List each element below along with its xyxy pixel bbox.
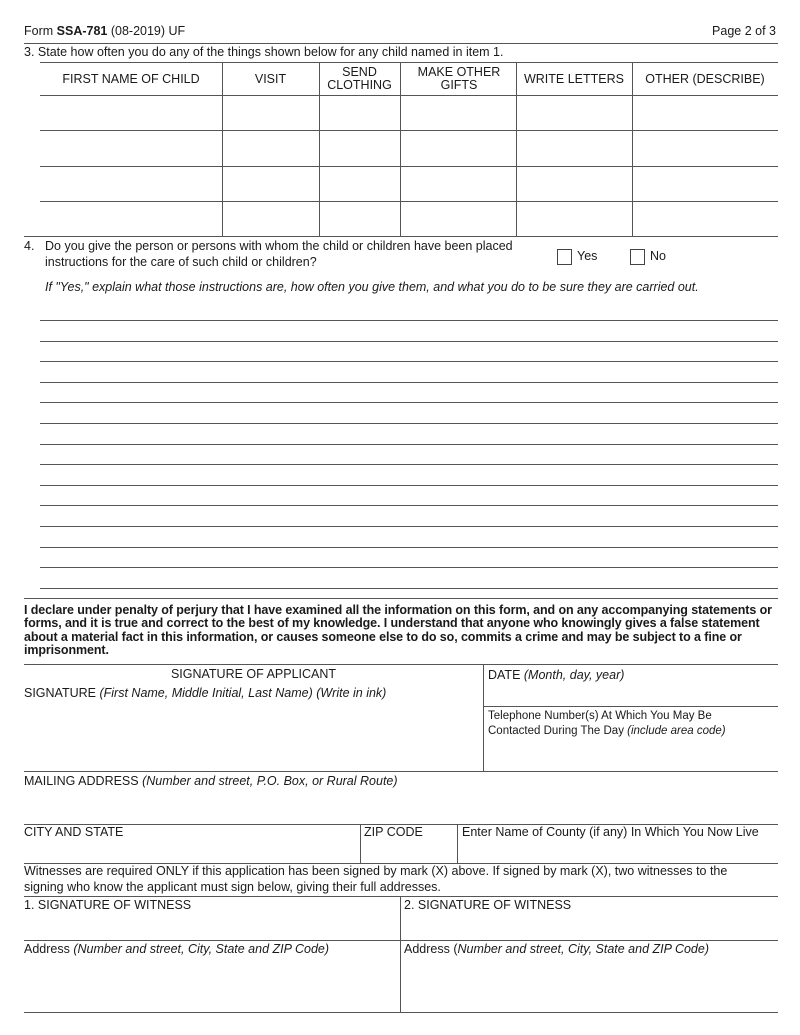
col-header-make-other-gifts: MAKE OTHER GIFTS <box>417 65 501 92</box>
table-row <box>40 166 778 167</box>
no-checkbox[interactable] <box>630 249 645 265</box>
zip-code-label: ZIP CODE <box>364 825 423 839</box>
explanation-line[interactable] <box>40 444 778 445</box>
phone-hint: (include area code) <box>627 725 726 737</box>
witness1-address-label: Address <box>24 942 74 956</box>
explanation-line[interactable] <box>40 464 778 465</box>
zip-code-field[interactable] <box>361 825 457 863</box>
explanation-line[interactable] <box>40 382 778 383</box>
date-field[interactable] <box>484 665 778 706</box>
witness1-address-field[interactable] <box>24 941 400 1012</box>
signature-hint: (First Name, Middle Initial, Last Name) (Write in ink) <box>99 686 387 700</box>
col-divider <box>632 63 633 236</box>
witness2-signature-label: 2. SIGNATURE OF WITNESS <box>404 898 572 912</box>
witness-note-line1: Witnesses are required ONLY if this application has been signed by mark (X) above. If signed by mark (X), two witnesses to the <box>24 864 728 878</box>
date-label: DATE <box>488 668 524 682</box>
perjury-declaration: I declare under penalty of perjury that I have examined all the information on this form, and on any accompanying statements or forms, and it is true and correct to the best of my knowledge. I understand that anyone who knowingly gives a false statement about a material fact in this information, or causes someone else to do so, commits a crime and may be subject to a fine or imprisonment. <box>24 603 772 657</box>
form-revision: (08-2019) UF <box>107 24 186 38</box>
col-header-send-clothing: SEND CLOTHING <box>327 65 392 92</box>
explanation-line[interactable] <box>40 567 778 568</box>
item4-question-line1: Do you give the person or persons with whom the child or children have been placed <box>45 239 513 253</box>
applicant-signature-field[interactable] <box>24 684 483 770</box>
witness1-signature-label: 1. SIGNATURE OF WITNESS <box>24 898 192 912</box>
no-label: No <box>650 249 666 263</box>
yes-label: Yes <box>577 249 598 263</box>
table-row <box>40 95 778 96</box>
col-divider <box>516 63 517 236</box>
table-row <box>40 130 778 131</box>
city-state-label: CITY AND STATE <box>24 825 124 839</box>
explanation-line[interactable] <box>40 505 778 506</box>
witness-note-line2: signing who know the applicant must sign below, giving their full addresses. <box>24 880 441 894</box>
page-number: Page 2 of 3 <box>712 24 776 38</box>
bottom-rule <box>24 1012 778 1013</box>
section-rule <box>24 598 778 599</box>
col-header-write-letters: WRITE LETTERS <box>523 71 624 86</box>
signature-label: SIGNATURE <box>24 686 100 700</box>
witness2-address-field[interactable] <box>401 941 778 1012</box>
explanation-line[interactable] <box>40 588 778 589</box>
col-header-first-name: FIRST NAME OF CHILD <box>62 71 200 86</box>
explanation-line[interactable] <box>40 402 778 403</box>
col-divider <box>222 63 223 236</box>
col-divider <box>319 63 320 236</box>
table-bottom-rule <box>24 236 778 237</box>
signature-heading: SIGNATURE OF APPLICANT <box>170 667 337 681</box>
explanation-line[interactable] <box>40 526 778 527</box>
county-label: Enter Name of County (if any) In Which You Now Live <box>462 825 759 839</box>
explanation-line[interactable] <box>40 485 778 486</box>
item4-number: 4. <box>24 239 35 253</box>
explanation-line[interactable] <box>40 361 778 362</box>
county-field[interactable] <box>458 825 778 863</box>
form-prefix: Form <box>24 24 57 38</box>
form-id <box>24 24 185 38</box>
phone-field[interactable] <box>484 707 778 771</box>
phone-label-line1: Telephone Number(s) At Which You May Be <box>488 710 712 722</box>
col-header-other: OTHER (DESCRIBE) <box>645 71 765 86</box>
col-header-visit: VISIT <box>254 71 287 86</box>
explanation-line[interactable] <box>40 320 778 321</box>
explanation-line[interactable] <box>40 341 778 342</box>
item4-explain-instruction: If "Yes," explain what those instructions are, how often you give them, and what you do to be sure they are carried out. <box>45 280 699 294</box>
mailing-address-hint: (Number and street, P.O. Box, or Rural Route) <box>142 774 398 788</box>
mailing-address-label: MAILING ADDRESS <box>24 774 143 788</box>
explanation-line[interactable] <box>40 547 778 548</box>
witness1-address-hint: (Number and street, City, State and ZIP Code) <box>73 942 330 956</box>
witness2-address-hint: Number and street, City, State and ZIP Code) <box>457 942 710 956</box>
item4-question-line2: instructions for the care of such child or children? <box>45 255 317 269</box>
explanation-line[interactable] <box>40 423 778 424</box>
form-number: SSA-781 <box>56 24 108 38</box>
city-state-field[interactable] <box>24 825 360 863</box>
witness1-signature-field[interactable] <box>24 897 400 940</box>
header-rule <box>24 43 778 44</box>
phone-label-line2: Contacted During The Day <box>488 725 628 737</box>
col-divider <box>400 63 401 236</box>
date-hint: (Month, day, year) <box>523 668 625 682</box>
witness2-address-label: Address ( <box>404 942 458 956</box>
item3-question: 3. State how often you do any of the things shown below for any child named in item 1. <box>24 45 504 59</box>
table-row <box>40 201 778 202</box>
yes-checkbox[interactable] <box>557 249 572 265</box>
witness2-signature-field[interactable] <box>401 897 778 940</box>
mailing-address-field[interactable] <box>24 772 778 824</box>
